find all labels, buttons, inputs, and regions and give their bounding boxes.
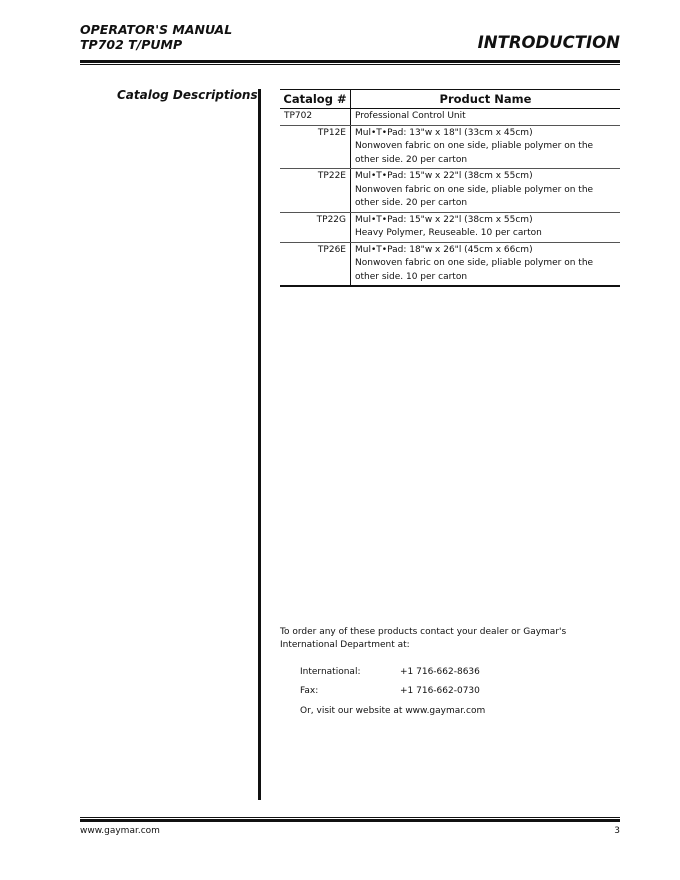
table-header-row — [280, 90, 620, 109]
product-description: Heavy Polymer, Reuseable. 10 per carton — [355, 228, 542, 238]
header-product-name: Product Name — [351, 90, 621, 109]
table-row — [280, 109, 620, 126]
footer-divider — [80, 817, 620, 822]
website-note: Or, visit our website at www.gaymar.com — [300, 706, 486, 716]
manual-title-block — [80, 22, 232, 52]
catalog-number: TP12E — [280, 125, 351, 169]
product-name-line: Mul•T•Pad: 15"w x 22"l (38cm x 55cm) — [355, 214, 533, 225]
product-description: Nonwoven fabric on one side, pliable polymer on the other side. 10 per carton — [355, 258, 594, 282]
contact-block — [280, 626, 610, 716]
manual-title: OPERATOR'S MANUAL — [80, 22, 233, 37]
product-name — [351, 212, 621, 242]
catalog-number: TP22G — [280, 212, 351, 242]
international-phone-row — [300, 666, 480, 679]
page-number: 3 — [614, 826, 620, 836]
catalog-number: TP22E — [280, 169, 351, 213]
header-catalog-number: Catalog # — [280, 90, 351, 109]
product-name-line: Mul•T•Pad: 15"w x 22"l (38cm x 55cm) — [355, 171, 533, 181]
table-row — [280, 169, 620, 213]
product-name — [351, 242, 621, 286]
product-model: TP702 T/PUMP — [80, 37, 183, 52]
table-row — [280, 125, 620, 169]
fax-label: Fax: — [300, 686, 319, 696]
fax-number: +1 716-662-0730 — [400, 686, 480, 696]
product-name — [351, 125, 621, 169]
fax-row — [300, 685, 480, 698]
product-name — [351, 169, 621, 213]
table-row — [280, 212, 620, 242]
international-phone: +1 716-662-8636 — [400, 667, 480, 677]
footer-url: www.gaymar.com — [80, 826, 160, 836]
product-description: Nonwoven fabric on one side, pliable polymer on the other side. 20 per carton — [355, 141, 594, 165]
table-row — [280, 242, 620, 286]
product-name-line: Professional Control Unit — [355, 111, 466, 121]
vertical-margin-bar — [258, 89, 261, 800]
section-heading: INTRODUCTION — [477, 33, 620, 52]
international-label: International: — [300, 667, 361, 677]
contact-intro: To order any of these products contact your dealer or Gaymar's International Department at: — [280, 627, 567, 650]
catalog-number: TP26E — [280, 242, 351, 286]
product-description: Nonwoven fabric on one side, pliable polymer on the other side. 20 per carton — [355, 184, 594, 208]
product-name-line: Mul•T•Pad: 13"w x 18"l (33cm x 45cm) — [355, 127, 533, 138]
catalog-table — [280, 89, 620, 287]
product-name — [351, 109, 621, 126]
header-divider — [80, 60, 620, 65]
catalog-descriptions-title: Catalog Descriptions — [117, 88, 258, 102]
catalog-number: TP702 — [280, 109, 351, 126]
product-name-line: Mul•T•Pad: 18"w x 26"l (45cm x 66cm) — [355, 244, 533, 255]
